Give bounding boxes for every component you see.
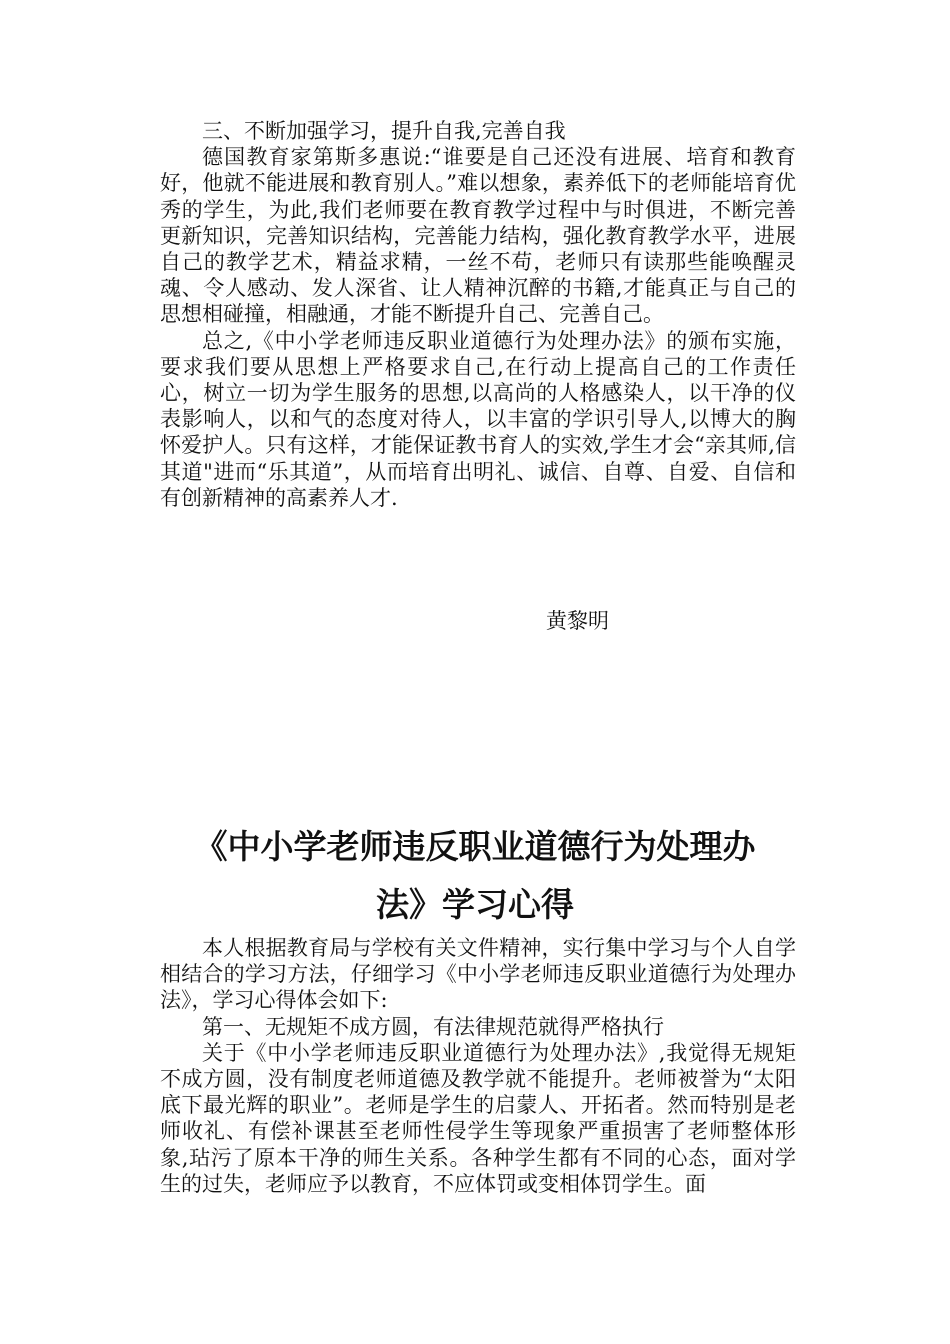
paragraph: 德国教育家第斯多惠说:“谁要是自己还没有进展、培育和教育好，他就不能进展和教育别人。”难以想象，素养低下的老师能培育优秀的学生，为此,我们老师要在教育教学过程中与时俱进，不断完善更新知识，完善知识结构，完善能力结构，强化教育教学水平，进展自己的教学艺术，精益求精，一丝不苟，老师只有读那些能唤醒灵魂、令人感动、发人深省、让人精神沉醉的书籍,才能真正与自己的思想相碰撞，相融通，才能不断提升自己、完善自己。 bbox=[160, 145, 796, 327]
article-2-body bbox=[160, 935, 796, 1197]
article-title-line-2: 法》学习心得 bbox=[376, 885, 574, 924]
intro-paragraph: 本人根据教育局与学校有关文件精神，实行集中学习与个人自学相结合的学习方法，仔细学习《中小学老师违反职业道德行为处理办法》，学习心得体会如下: bbox=[160, 936, 796, 1013]
paragraph: 关于《中小学老师违反职业道德行为处理办法》,我觉得无规矩不成方圆，没有制度老师道德及教学就不能提升。老师被誉为“太阳底下最光辉的职业”。老师是学生的启蒙人、开拓者。然而特别是老师收礼、有偿补课甚至老师性侵学生等现象严重损害了老师整体形象,玷污了原本干净的师生关系。各种学生都有不同的心态，面对学生的过失，老师应予以教育，不应体罚或变相体罚学生。面 bbox=[160, 1040, 796, 1196]
paragraph: 总之,《中小学老师违反职业道德行为处理办法》的颁布实施，要求我们要从思想上严格要求自己,在行动上提高自己的工作责任心，树立一切为学生服务的思想,以高尚的人格感染人，以干净的仪表影响人，以和气的态度对待人，以丰富的学识引导人,以博大的胸怀爱护人。只有这样，才能保证教书育人的实效,学生才会“亲其师,信其道"进而“乐其道”，从而培育出明礼、诚信、自尊、自爱、自信和有创新精神的高素养人才. bbox=[160, 328, 796, 510]
article-title bbox=[140, 818, 810, 934]
article-title-line-1: 《中小学老师违反职业道德行为处理办 bbox=[194, 827, 756, 866]
section-1-body bbox=[160, 118, 796, 511]
section-heading: 三、不断加强学习，提升自我,完善自我 bbox=[202, 119, 566, 143]
author-signature: 黄黎明 bbox=[546, 609, 609, 633]
point-heading: 第一、无规矩不成方圆，有法律规范就得严格执行 bbox=[202, 1014, 664, 1039]
